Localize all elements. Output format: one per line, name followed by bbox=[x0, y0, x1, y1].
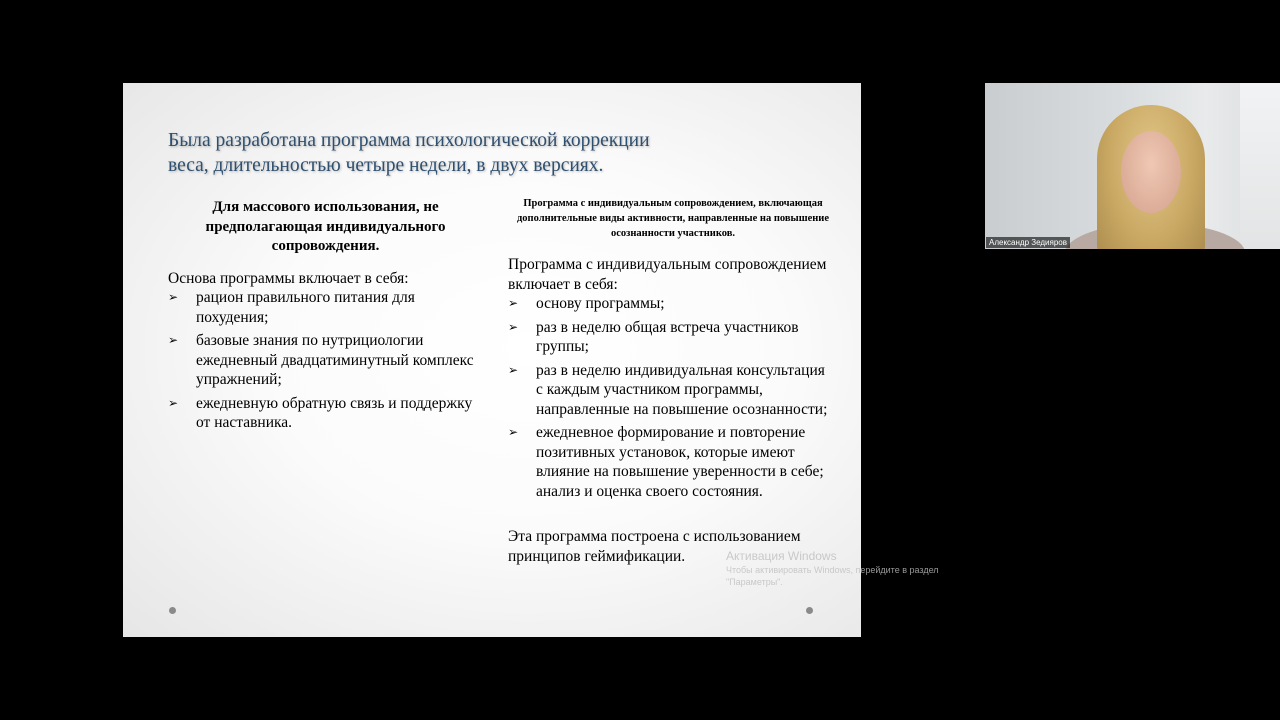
arrow-bullet-icon: ➢ bbox=[168, 395, 179, 410]
right-column-outro: Эта программа построена с использованием принципов геймификации. bbox=[508, 528, 801, 565]
list-item bbox=[168, 331, 478, 390]
participant-face bbox=[1121, 131, 1181, 213]
arrow-bullet-icon: ➢ bbox=[508, 362, 519, 377]
list-item bbox=[508, 318, 828, 357]
left-bullet-list bbox=[168, 288, 478, 433]
list-item bbox=[508, 423, 828, 501]
slide-title bbox=[168, 128, 768, 178]
list-item bbox=[168, 394, 478, 433]
arrow-bullet-icon: ➢ bbox=[508, 319, 519, 334]
arrow-bullet-icon: ➢ bbox=[508, 425, 519, 439]
participant-video-tile[interactable] bbox=[985, 83, 1280, 249]
windows-activation-watermark bbox=[726, 549, 966, 588]
slide-title-line-1: Была разработана программа психологической коррекции bbox=[168, 130, 650, 151]
right-column bbox=[508, 196, 828, 566]
right-column-intro: Программа с индивидуальным сопровождением включает в себя: bbox=[508, 256, 827, 293]
list-item bbox=[168, 288, 478, 327]
list-item-text: основу программы; bbox=[536, 295, 665, 312]
slide-decoration-dot bbox=[169, 607, 176, 614]
arrow-bullet-icon: ➢ bbox=[168, 290, 179, 304]
list-item bbox=[508, 361, 828, 420]
list-item-text: ежедневное формирование и повторение позитивных установок, которые имеют влияние на повышение уверенности в себе; анализ и оценка своего состояния. bbox=[536, 424, 824, 500]
list-item-text: рацион правильного питания для похудения; bbox=[196, 289, 415, 326]
participant-name-label: Александр Зедияров bbox=[986, 237, 1070, 248]
slide-decoration-dot bbox=[806, 607, 813, 614]
watermark-text: Чтобы активировать Windows, перейдите в раздел "Параметры". bbox=[726, 565, 939, 587]
list-item bbox=[508, 294, 828, 314]
list-item-text: базовые знания по нутрициологии ежедневный двадцатиминутный комплекс упражнений; bbox=[196, 332, 474, 388]
list-item-text: ежедневную обратную связь и поддержку от наставника. bbox=[196, 394, 473, 431]
right-column-heading: Программа с индивидуальным сопровождением, включающая дополнительные виды активности, направленные на повышение осознанности участников. bbox=[516, 198, 830, 239]
watermark-title: Активация Windows bbox=[726, 549, 837, 563]
list-item-text: раз в неделю общая встреча участников группы; bbox=[536, 318, 799, 355]
slide-title-line-2: веса, длительностью четыре недели, в двух версиях. bbox=[168, 155, 604, 176]
right-bullet-list bbox=[508, 294, 828, 501]
left-column-intro: Основа программы включает в себя: bbox=[168, 269, 409, 287]
arrow-bullet-icon: ➢ bbox=[168, 333, 179, 347]
list-item-text: раз в неделю индивидуальная консультация с каждым участником программы, направленные на повышение осознанности; bbox=[536, 361, 828, 418]
arrow-bullet-icon: ➢ bbox=[508, 296, 519, 310]
left-column bbox=[168, 198, 478, 437]
left-column-heading: Для массового использования, не предполагающая индивидуального сопровождения. bbox=[205, 199, 446, 254]
video-background bbox=[1240, 83, 1280, 249]
